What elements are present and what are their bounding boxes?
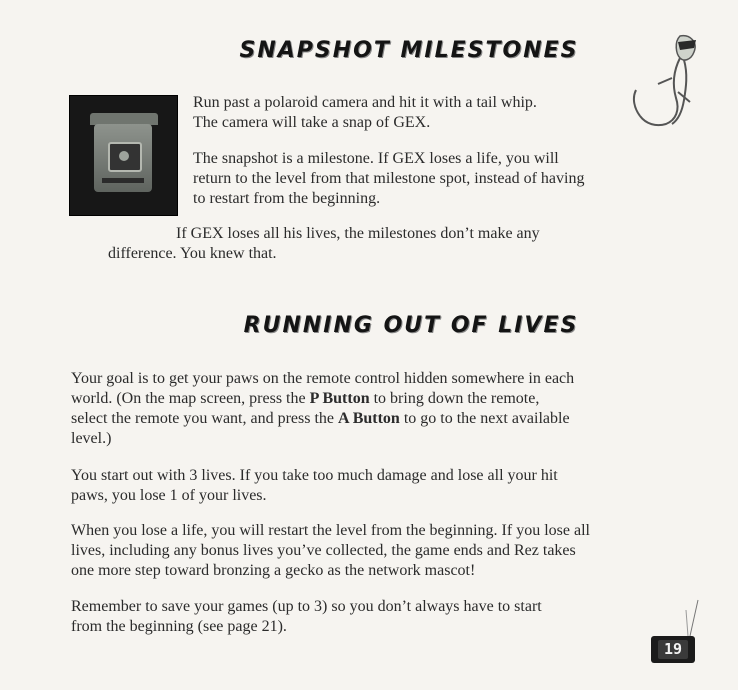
text-line: If GEX loses all his lives, the milestones don’t make any [176,225,540,242]
lives-paragraph-1 [71,369,574,449]
polaroid-camera-image [69,95,178,216]
text-line: to bring down the remote, [369,390,540,407]
snapshot-milestones-heading: SNAPSHOT MILESTONES [239,38,579,63]
tv-antenna-icon [676,598,700,638]
camera-body [94,124,152,192]
camera-lens-icon [108,142,142,172]
page-number: 19 [658,640,688,659]
text-line: from the beginning (see page 21). [71,618,287,635]
camera-slot [102,178,144,183]
text-line: When you lose a life, you will restart the level from the beginning. If you lose all [71,522,590,539]
milestone-paragraph-2 [193,149,584,209]
gex-gecko-illustration [628,28,708,132]
text-line: difference. You knew that. [108,245,277,262]
text-line: to go to the next available [399,410,570,427]
text-line: one more step toward bronzing a gecko as the network mascot! [71,562,476,579]
text-line: Your goal is to get your paws on the remote control hidden somewhere in each [71,370,575,387]
milestone-paragraph-1 [193,93,537,133]
lives-paragraph-4 [71,597,542,637]
p-button-label: P Button [309,390,370,407]
a-button-label: A Button [338,410,400,427]
running-out-of-lives-heading: RUNNING OUT OF LIVES [243,313,579,338]
text-line: The snapshot is a milestone. If GEX loses a life, you will [193,150,559,167]
text-line: Remember to save your games (up to 3) so you don’t always have to start [71,598,542,615]
text-line: Run past a polaroid camera and hit it with a tail whip. [193,94,537,111]
text-line: to restart from the beginning. [193,190,381,207]
lives-paragraph-2 [71,466,558,506]
lives-paragraph-3 [71,521,590,581]
text-line: select the remote you want, and press the [71,410,339,427]
page-number-badge [651,636,695,663]
text-line: paws, you lose 1 of your lives. [71,487,267,504]
milestone-paragraph-3 [108,224,540,264]
text-line: return to the level from that milestone spot, instead of having [193,170,585,187]
text-line: level.) [71,430,112,447]
text-line: lives, including any bonus lives you’ve collected, the game ends and Rez takes [71,542,576,559]
text-line: You start out with 3 lives. If you take too much damage and lose all your hit [71,467,558,484]
text-line: The camera will take a snap of GEX. [193,114,431,131]
text-line: world. (On the map screen, press the [71,390,310,407]
